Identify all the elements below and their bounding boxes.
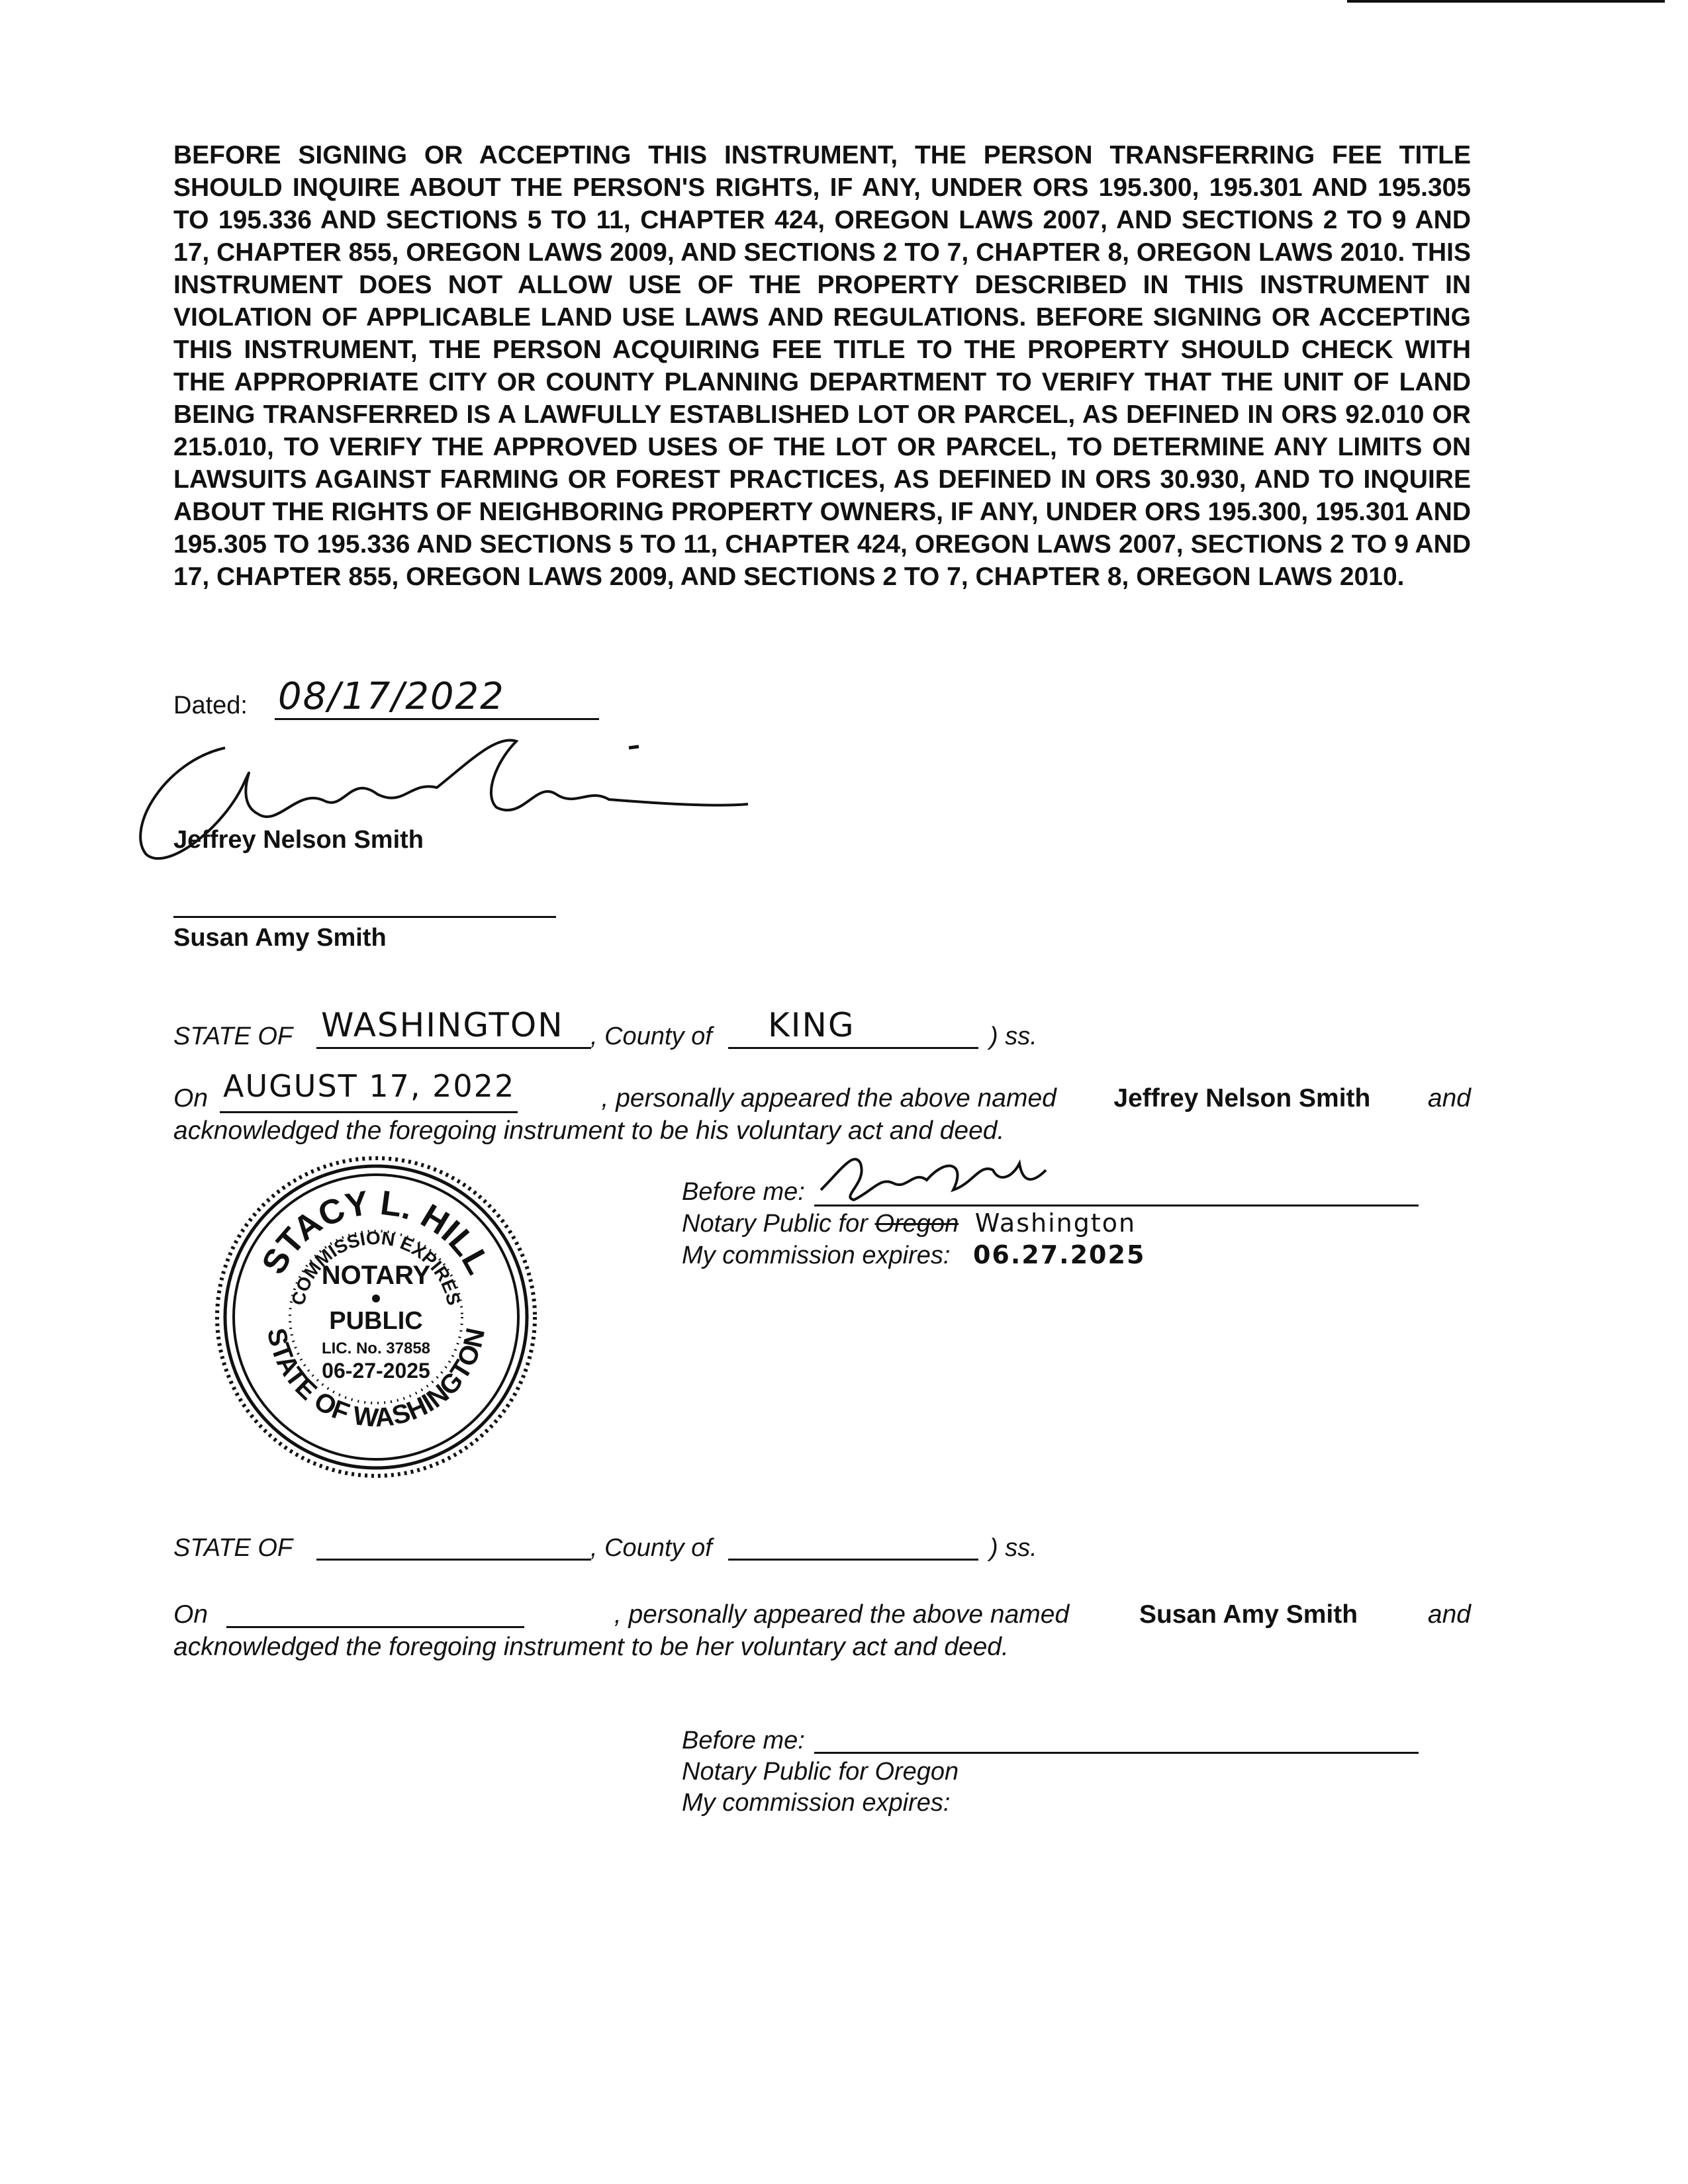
notary1-before-me: Before me: xyxy=(682,1178,805,1206)
ack2-county-label: , County of xyxy=(590,1534,712,1562)
dated-value: 08/17/2022 xyxy=(278,675,505,718)
notary1-signature xyxy=(814,1144,1053,1210)
ack1-name: Jeffrey Nelson Smith xyxy=(1113,1084,1371,1113)
notary1-for-label: Notary Public for xyxy=(682,1210,868,1238)
notary2-expires-label: My commission expires: xyxy=(682,1789,951,1817)
seal-top-arc: COMMISSION EXPIRES xyxy=(287,1227,465,1308)
ack1-county-value: KING xyxy=(768,1006,855,1044)
ack2-text-a: , personally appeared the above named xyxy=(614,1600,1070,1629)
ack1-state-line xyxy=(316,1047,591,1049)
ack2-date-line xyxy=(226,1626,524,1628)
ack1-text-b: and xyxy=(1427,1084,1471,1113)
ack1-date-line xyxy=(220,1111,518,1113)
ack1-date: AUGUST 17, 2022 xyxy=(223,1068,516,1104)
seal-date: 06-27-2025 xyxy=(322,1359,430,1383)
notary1-for-value: Washington xyxy=(974,1208,1137,1238)
ack1-text-a: , personally appeared the above named xyxy=(601,1084,1056,1113)
ack2-county-line xyxy=(728,1559,978,1561)
notary1-block xyxy=(682,1177,1145,1271)
signer-susan-name: Susan Amy Smith xyxy=(173,924,387,952)
notary1-expires-value: 06.27.2025 xyxy=(972,1240,1146,1269)
ack1-ss: ) ss. xyxy=(990,1023,1037,1050)
notary2-for: Notary Public for Oregon xyxy=(682,1758,959,1786)
ack2-on: On xyxy=(173,1600,209,1629)
notary-seal xyxy=(211,1152,541,1482)
ack2-line2: acknowledged the foregoing instrument to be her voluntary act and deed. xyxy=(173,1633,1009,1661)
seal-center-public: PUBLIC xyxy=(329,1307,423,1335)
dated-label: Dated: xyxy=(173,692,248,719)
notary1-expires-label: My commission expires: xyxy=(682,1242,951,1269)
ack2-state-line xyxy=(316,1559,591,1561)
notary2-block xyxy=(682,1725,959,1819)
ack1-county-label: , County of xyxy=(590,1023,712,1050)
ack2-state-label: STATE OF xyxy=(173,1534,293,1562)
ack2-paragraph xyxy=(173,1598,1471,1663)
seal-bottom-arc: STATE OF WASHINGTON xyxy=(261,1325,491,1433)
ack1-state-label: STATE OF xyxy=(173,1023,293,1050)
top-edge-line xyxy=(1347,0,1665,3)
notary2-sign-line xyxy=(814,1752,1419,1754)
dated-line xyxy=(275,718,599,720)
seal-name: STACY L. HILL xyxy=(254,1183,498,1281)
ack1-state-value: WASHINGTON xyxy=(321,1006,564,1044)
notary1-for-struck: Oregon xyxy=(874,1210,959,1238)
ack2-name: Susan Amy Smith xyxy=(1139,1600,1358,1629)
land-use-disclaimer: BEFORE SIGNING OR ACCEPTING THIS INSTRUMENT, THE PERSON TRANSFERRING FEE TITLE SHOULD INQUIRE ABOUT THE PERSON'S RIGHTS, IF ANY, UNDER ORS 195.300, 195.301 AND 195.305 TO 195.336 AND SECTIONS 5 TO 11, CHAPTER 424, OREGON LAWS 2007, AND SECTIONS 2 TO 9 AND 17, CHAPTER 855, OREGON LAWS 2009, AND SECTIONS 2 TO 7, CHAPTER 8, OREGON LAWS 2010. THIS INSTRUMENT DOES NOT ALLOW USE OF THE PROPERTY DESCRIBED IN THIS INSTRUMENT IN VIOLATION OF APPLICABLE LAND USE LAWS AND REGULATIONS. BEFORE SIGNING OR ACCEPTING THIS INSTRUMENT, THE PERSON ACQUIRING FEE TITLE TO THE PROPERTY SHOULD CHECK WITH THE APPROPRIATE CITY OR COUNTY PLANNING DEPARTMENT TO VERIFY THAT THE UNIT OF LAND BEING TRANSFERRED IS A LAWFULLY ESTABLISHED LOT OR PARCEL, AS DEFINED IN ORS 92.010 OR 215.010, TO VERIFY THE APPROVED USES OF THE LOT OR PARCEL, TO DETERMINE ANY LIMITS ON LAWSUITS AGAINST FARMING OR FOREST PRACTICES, AS DEFINED IN ORS 30.930, AND TO INQUIRE ABOUT THE RIGHTS OF NEIGHBORING PROPERTY OWNERS, IF ANY, UNDER ORS 195.300, 195.301 AND 195.305 TO 195.336 AND SECTIONS 5 TO 11, CHAPTER 424, OREGON LAWS 2007, SECTIONS 2 TO 9 AND 17, CHAPTER 855, OREGON LAWS 2009, AND SECTIONS 2 TO 7, CHAPTER 8, OREGON LAWS 2010. xyxy=(173,141,1471,591)
signature-susan-line xyxy=(173,916,556,918)
seal-license: LIC. No. 37858 xyxy=(321,1340,431,1357)
ack2-ss: ) ss. xyxy=(990,1534,1037,1562)
seal-center-notary: NOTARY xyxy=(321,1261,431,1290)
notary2-before-me: Before me: xyxy=(682,1727,805,1754)
notary1-sign-line xyxy=(814,1205,1419,1206)
ack1-county-line xyxy=(728,1047,978,1049)
signer-jeffrey-name: Jeffrey Nelson Smith xyxy=(173,826,424,854)
ack1-paragraph xyxy=(173,1068,1471,1147)
ack1-line2: acknowledged the foregoing instrument to be his voluntary act and deed. xyxy=(173,1116,1005,1145)
ack2-text-b: and xyxy=(1427,1600,1471,1629)
ack1-on: On xyxy=(173,1084,209,1113)
